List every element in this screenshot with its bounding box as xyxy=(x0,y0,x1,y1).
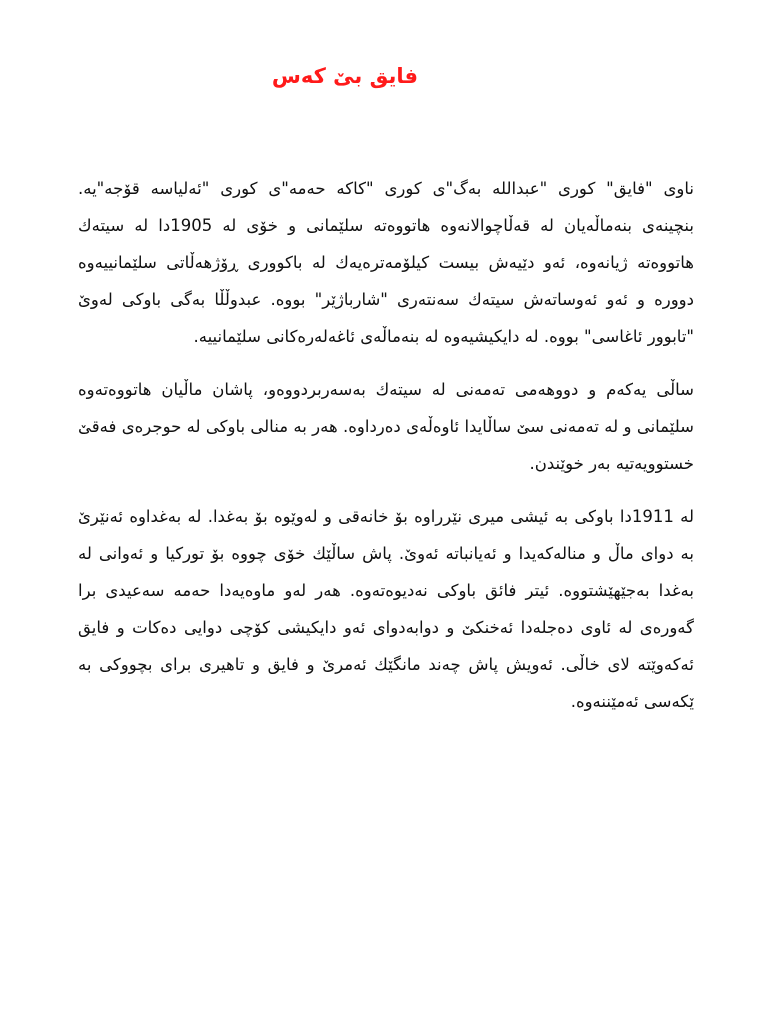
paragraph-3: لە 1911دا باوکی بە ئیشی میری نێرراوە بۆ خانەقی و لەوێوە بۆ بەغدا. لە بەغداوە ئەنێرێ بە دوای ماڵ و منالەکەیدا و ئەیانباتە ئەوێ. پاش ساڵێك خۆی چووە بۆ تورکیا و ئەوانی لە بەغدا بەجێهێشتووە. ئیتر فائق باوکی نەدیوەتەوە. هەر لەو ماوەیەدا حەمە سەعیدی برا گەورەی لە ئاوی دەجلەدا ئەخنکێ و دوابەدوای ئەو دایکیشی کۆچی دوایی دەکات و فایق ئەکەوێتە لای خاڵی. ئەویش پاش چەند مانگێك ئەمرێ و فایق و تاهیری برای بچووکی بە ێکەسی ئەمێننەوە. xyxy=(78,507,694,711)
document-body xyxy=(78,170,694,736)
paragraph-1: ناوی "فایق" کوری "عبدالله بەگ"ی کوری "کاکە حەمە"ی کوری "ئەلیاسە قۆجە"یە. بنچینەی بنەماڵەیان لە قەڵاچوالانەوە هاتووەتە سلێمانی و خۆی لە 1905دا لە سیتەك هاتووەتە ژیانەوە، ئەو دێیەش بیست کیلۆمەترەیەك لە باکووری ڕۆژهەڵاتی سلێمانییەوە دوورە و ئەو ئەوساتەش سیتەك سەنتەری "شارباژێر" بووە. عبدوڵڵا بەگی باوکی لەوێ "تابوور ئاغاسی" بووە. لە دایکیشیەوە لە بنەماڵەی ئاغەلەرەکانی سلێمانییە. xyxy=(78,179,694,346)
paragraph-2: ساڵی یەکەم و دووهەمی تەمەنی لە سیتەك بەسەربردووەو، پاشان ماڵیان هاتووەتەوە سلێمانی و لە تەمەنی سێ ساڵایدا ئاوەڵەی دەرداوە. هەر بە منالی باوکی لە حوجرەی فەقێ خستوویەتیە بەر خوێندن. xyxy=(78,380,694,473)
document-title: فایق بێ کەس xyxy=(271,64,419,88)
